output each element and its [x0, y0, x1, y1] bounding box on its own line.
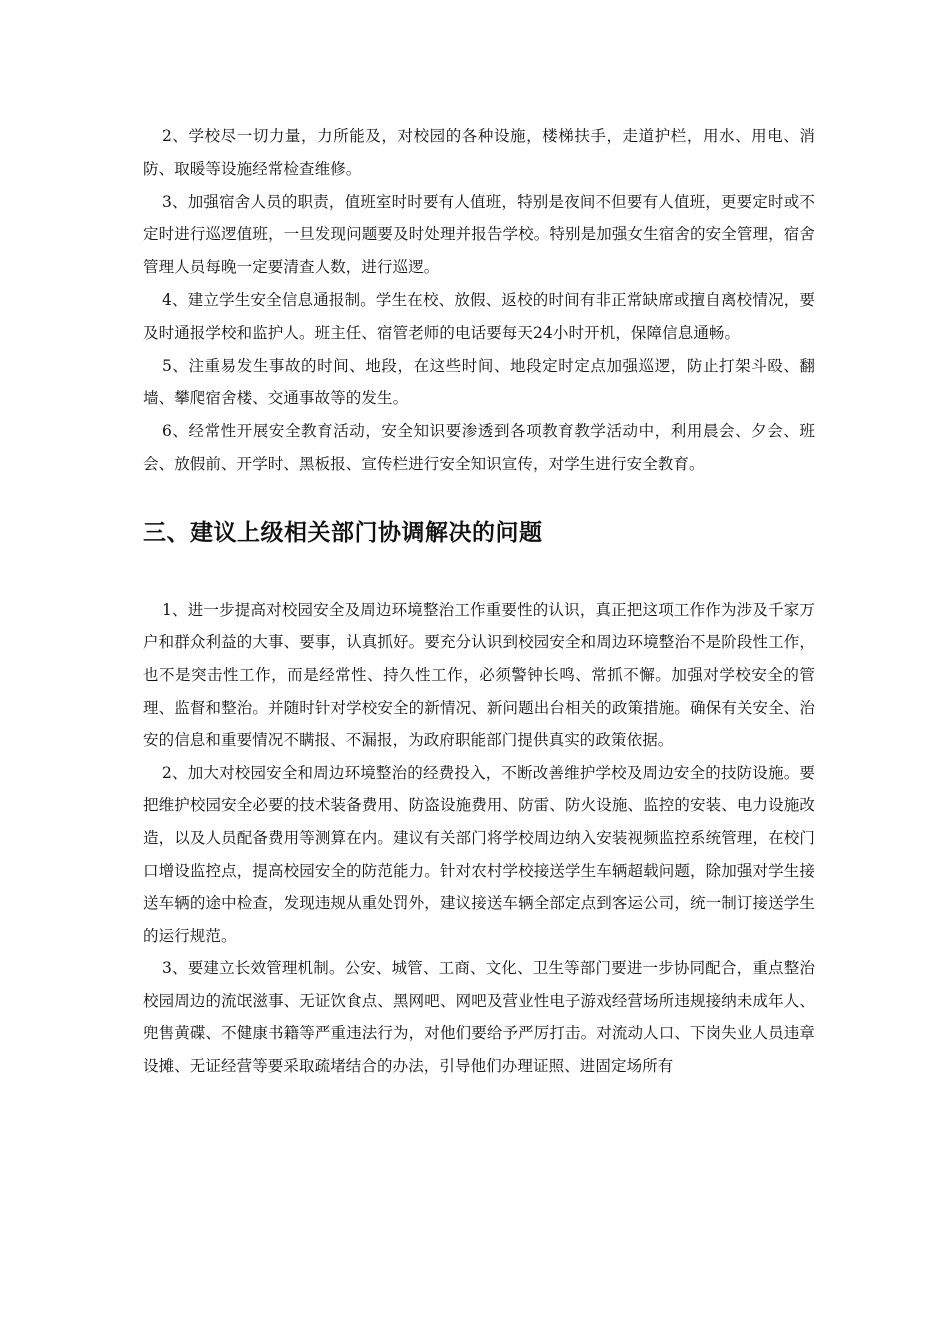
list-item: 2、学校尽一切力量，力所能及，对校园的各种设施，楼梯扶手，走道护栏，用水、用电、消防、取暖等设施经常检查维修。	[143, 127, 815, 178]
section-two-continuation	[143, 120, 815, 481]
list-item: 1、进一步提高对校园安全及周边环境整治工作重要性的认识，真正把这项工作作为涉及千家万户和群众利益的大事、要事，认真抓好。要充分认识到校园安全和周边环境整治不是阶段性工作，也不是突击性工作，而是经常性、持久性工作，必须警钟长鸣、常抓不懈。加强对学校安全的管理、监督和整治。并随时针对学校安全的新情况、新问题出台相关的政策措施。确保有关安全、治安的信息和重要情况不瞒报、不漏报，为政府职能部门提供真实的政策依据。	[143, 600, 815, 750]
list-item: 2、加大对校园安全和周边环境整治的经费投入，不断改善维护学校及周边安全的技防设施。要把维护校园安全必要的技术装备费用、防盗设施费用、防雷、防火设施、监控的安装、电力设施改造，以及人员配备费用等测算在内。建议有关部门将学校周边纳入安装视频监控系统管理，在校门口增设监控点，提高校园安全的防范能力。针对农村学校接送学生车辆超载问题，除加强对学生接送车辆的途中检查，发现违规从重处罚外，建议接送车辆全部定点到客运公司，统一制订接送学生的运行规范。	[143, 763, 815, 945]
section-three-body	[143, 594, 815, 1083]
list-item: 5、注重易发生事故的时间、地段，在这些时间、地段定时定点加强巡逻，防止打架斗殴、翻墙、攀爬宿舍楼、交通事故等的发生。	[143, 356, 815, 408]
list-item: 3、加强宿舍人员的职责，值班室时时要有人值班，特别是夜间不但要有人值班，更要定时或不定时进行巡逻值班，一旦发现问题要及时处理并报告学校。特别是加强女生宿舍的安全管理，宿舍管理人员每晚一定要清查人数，进行巡逻。	[143, 192, 815, 277]
list-item: 4、建立学生安全信息通报制。学生在校、放假、返校的时间有非正常缺席或擅自离校情况，要及时通报学校和监护人。班主任、宿管老师的电话要每天24小时开机，保障信息通畅。	[143, 290, 815, 342]
list-item: 3、要建立长效管理机制。公安、城管、工商、文化、卫生等部门要进一步协同配合，重点整治校园周边的流氓滋事、无证饮食点、黑网吧、网吧及营业性电子游戏经营场所违规接纳未成年人、兜售黄碟、不健康书籍等严重违法行为，对他们要给予严厉打击。对流动人口、下岗失业人员违章设摊、无证经营等要采取疏堵结合的办法，引导他们办理证照、进固定场所有	[143, 959, 815, 1076]
document-page	[143, 120, 815, 1083]
list-item: 6、经常性开展安全教育活动，安全知识要渗透到各项教育教学活动中，利用晨会、夕会、班会、放假前、开学时、黑板报、宣传栏进行安全知识宣传，对学生进行安全教育。	[143, 422, 815, 473]
section-heading: 三、建议上级相关部门协调解决的问题	[143, 518, 543, 546]
